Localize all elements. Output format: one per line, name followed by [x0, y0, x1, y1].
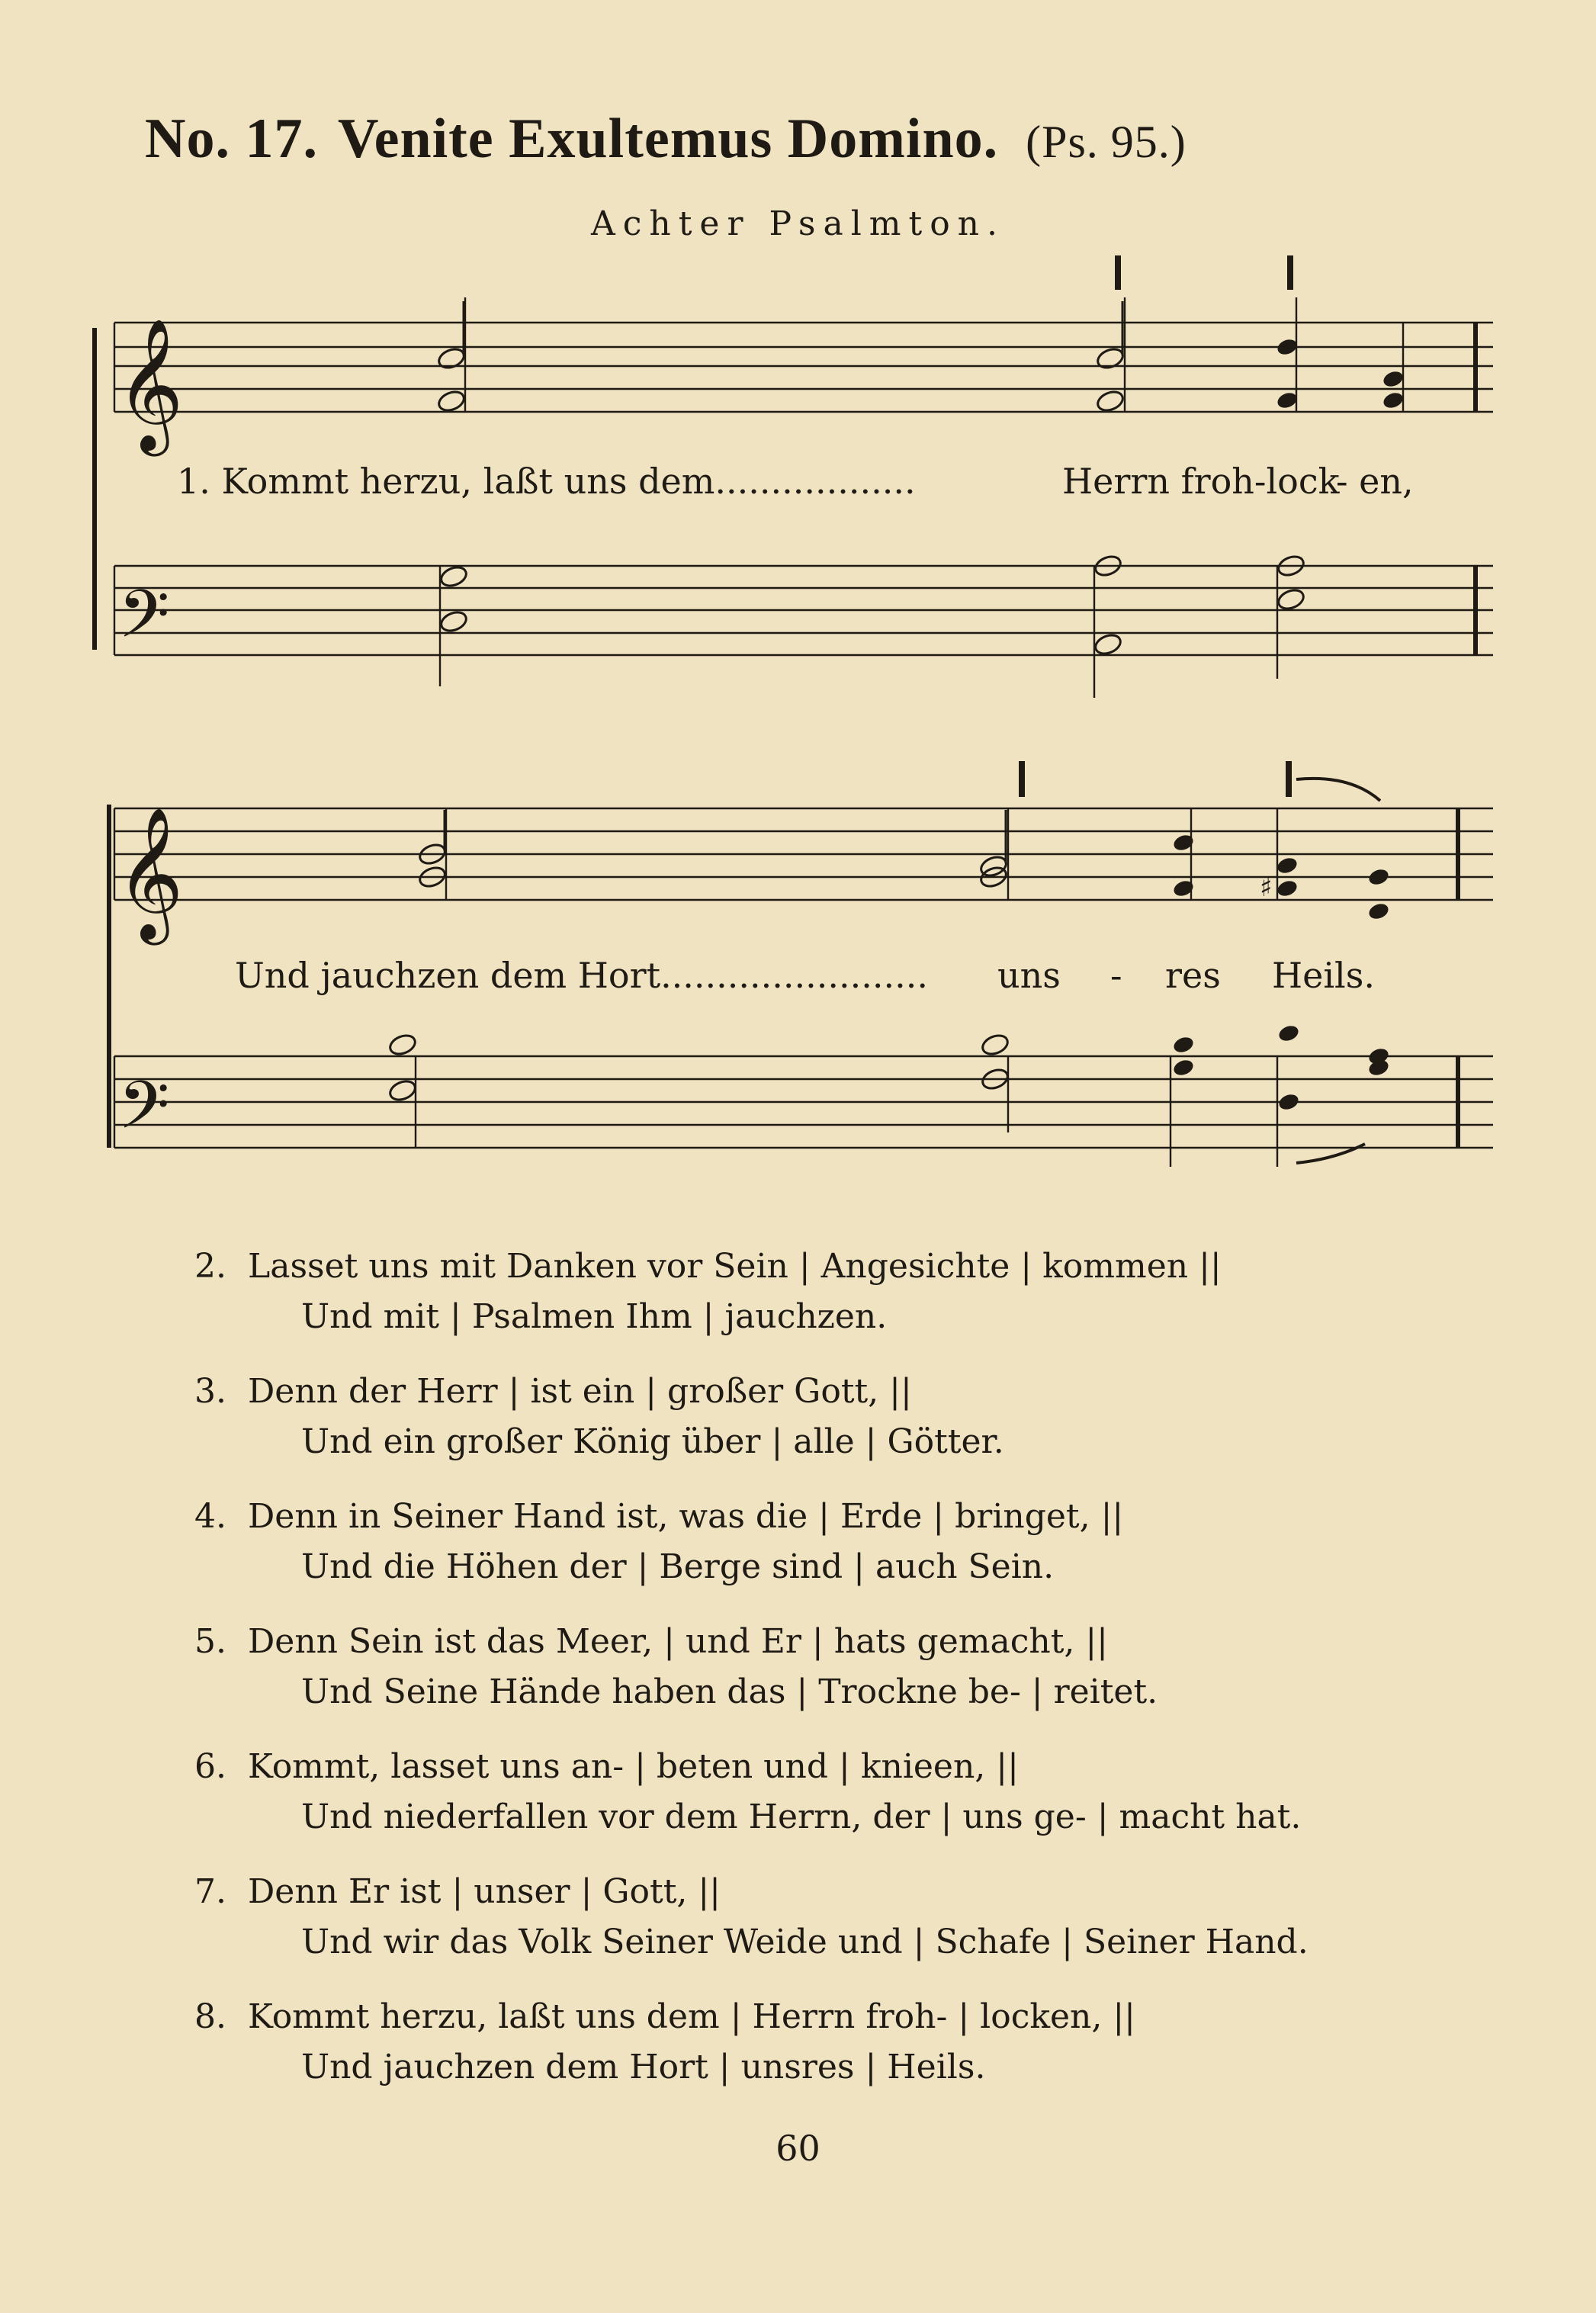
- verse-item: [194, 1617, 1491, 1717]
- verse-number: 8.: [194, 1997, 226, 2036]
- verse-number: 7.: [194, 1872, 226, 1911]
- verse-line-1: Kommt herzu, laßt uns dem | Herrn froh- | locken, ||: [248, 1997, 1136, 2036]
- verse-line-2: Und ein großer König über | alle | Götter.: [301, 1422, 1004, 1461]
- verse-line-1: Denn der Herr | ist ein | großer Gott, ||: [248, 1372, 912, 1411]
- treble-clef-icon: 𝄞: [116, 807, 184, 940]
- verse-item: [194, 1742, 1491, 1842]
- verse-line-1: Kommt, lasset uns an- | beten und | knieen, ||: [248, 1747, 1019, 1786]
- verse-line-2: Und niederfallen vor dem Herrn, der | uns ge- | macht hat.: [301, 1797, 1302, 1836]
- system-1-notes: [436, 301, 1126, 414]
- verse-number: 3.: [194, 1372, 226, 1411]
- verse-line-1: Lasset uns mit Danken vor Sein | Angesichte | kommen ||: [248, 1247, 1222, 1286]
- bass-clef-icon: 𝄢: [118, 576, 170, 669]
- system-1-bass-notes: [438, 553, 1306, 657]
- system-2-lyric-part-1: Und jauchzen dem Hort........................: [235, 955, 928, 996]
- bass-clef-icon: 𝄢: [118, 1067, 170, 1160]
- verse-line-2: Und wir das Volk Seiner Weide und | Schafe | Seiner Hand.: [301, 1923, 1309, 1961]
- system-1-filled-notes: [1276, 337, 1405, 410]
- verse-number: 5.: [194, 1622, 226, 1661]
- verse-item: [194, 1492, 1491, 1592]
- verse-line-1: Denn in Seiner Hand ist, was die | Erde | bringet, ||: [248, 1497, 1124, 1536]
- system-1-bass-staff: [114, 566, 1493, 655]
- hymn-number: No. 17.: [145, 108, 318, 170]
- verse-item: [194, 1867, 1491, 1968]
- verse-line-2: Und die Höhen der | Berge sind | auch Sein.: [301, 1547, 1055, 1586]
- verse-line-2: Und jauchzen dem Hort | unsres | Heils.: [301, 2048, 986, 2087]
- verse-number: 2.: [194, 1247, 226, 1286]
- system-1-lyric-part-3: - en,: [1336, 461, 1414, 502]
- verse-list: [194, 1242, 1491, 2117]
- system-2-lyric-part-4: res: [1165, 955, 1221, 996]
- system-2-lyric-part-5: Heils.: [1272, 955, 1375, 996]
- verse-number: 4.: [194, 1497, 226, 1536]
- verse-item: [194, 1992, 1491, 2093]
- psalm-tone-label: Achter Psalmton.: [590, 204, 1006, 243]
- page-number: 60: [776, 2128, 820, 2169]
- sharp-icon: ♯: [1260, 872, 1273, 903]
- system-2-lyric-part-2: uns: [997, 955, 1061, 996]
- system-1-lyric-part-1: 1. Kommt herzu, laßt uns dem..................: [177, 461, 916, 502]
- verse-line-2: Und mit | Psalmen Ihm | jauchzen.: [301, 1297, 888, 1336]
- verse-item: [194, 1367, 1491, 1467]
- treble-clef-icon: 𝄞: [116, 318, 184, 451]
- psalm-reference: (Ps. 95.): [1026, 117, 1187, 167]
- hymn-name: Venite Exultemus Domino.: [337, 108, 999, 170]
- verse-line-1: Denn Er ist | unser | Gott, ||: [248, 1872, 721, 1911]
- verse-item: [194, 1242, 1491, 1342]
- verse-line-2: Und Seine Hände haben das | Trockne be- | reitet.: [301, 1672, 1158, 1711]
- verse-number: 6.: [194, 1747, 226, 1786]
- verse-line-1: Denn Sein ist das Meer, | und Er | hats gemacht, ||: [248, 1622, 1108, 1661]
- system-2-lyric-part-3: -: [1110, 955, 1122, 996]
- system-1-lyric-part-2: Herrn froh-lock: [1062, 461, 1340, 502]
